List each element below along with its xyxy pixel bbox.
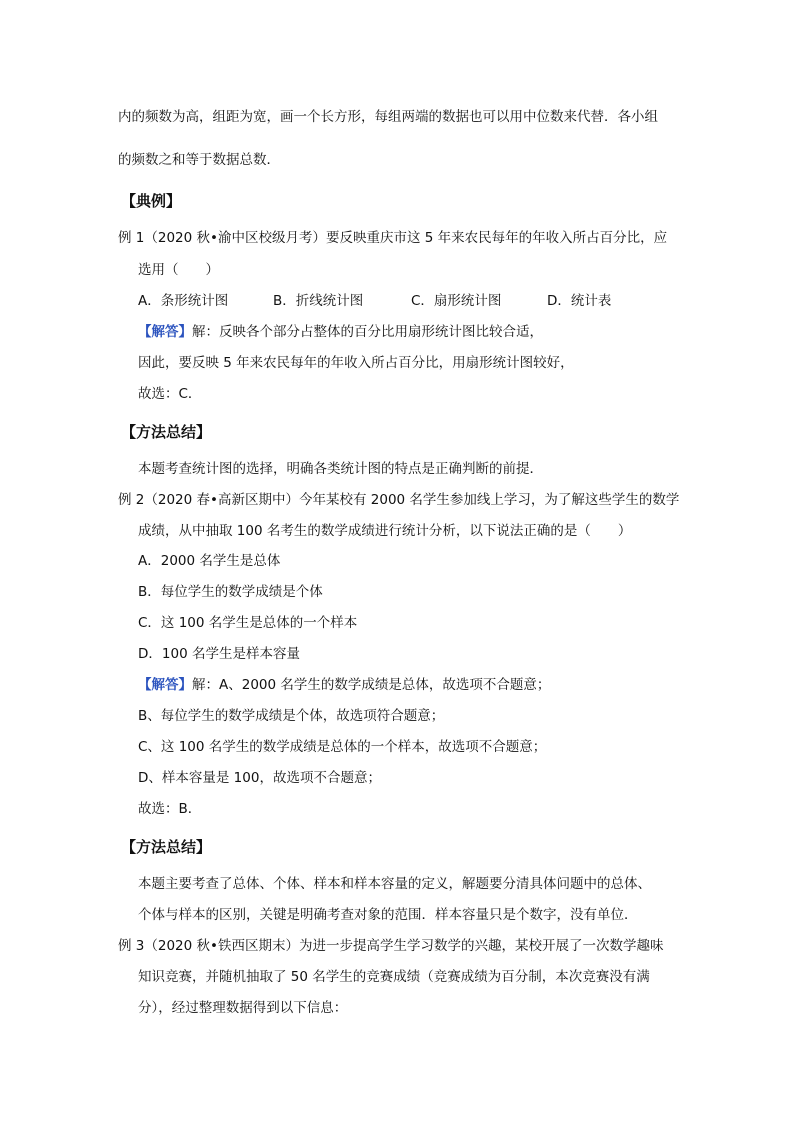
heading-example: 【典例】 [121,192,182,210]
ex2-stem-line-2: 成绩，从中抽取 100 名考生的数学成绩进行统计分析，以下说法正确的是（ ） [138,523,632,539]
ex2-option-c: C．这 100 名学生是总体的一个样本 [138,615,358,631]
ex1-answer-line-2: 因此，要反映 5 年来农民每年的年收入所占百分比，用扇形统计图较好， [138,355,574,371]
ex1-option-c: C．扇形统计图 [411,293,502,309]
ex2-answer-line-3: C、这 100 名学生的数学成绩是总体的一个样本，故选项不合题意； [138,739,547,755]
ex2-stem-line-1: 例 2（2020 春•高新区期中）今年某校有 2000 名学生参加线上学习，为了解这些学生的数学 [118,492,680,508]
ex2-answer-line-4: D、样本容量是 100，故选项不合题意； [138,770,381,786]
ex2-answer-line-1 [138,676,550,694]
ex1-stem-line-1: 例 1（2020 秋•渝中区校级月考）要反映重庆市这 5 年来农民每年的年收入所占百分比，应 [118,230,668,246]
ex1-stem-line-2: 选用（ ） [138,262,219,278]
ex1-option-a: A．条形统计图 [138,293,229,309]
ex1-answer-text-1: 解：反映各个部分占整体的百分比用扇形统计图比较合适， [192,324,543,340]
heading-method-summary-1: 【方法总结】 [121,423,212,441]
ex3-stem-line-2: 知识竞赛，并随机抽取了 50 名学生的竞赛成绩（竞赛成绩为百分制，本次竞赛没有满 [138,969,650,985]
intro-line-1: 内的频数为高，组距为宽，画一个长方形，每组两端的数据也可以用中位数来代替．各小组 [118,109,658,125]
ex3-stem-line-1: 例 3（2020 秋•铁西区期末）为进一步提高学生学习数学的兴趣，某校开展了一次数学趣味 [118,938,664,954]
ex2-option-d: D．100 名学生是样本容量 [138,646,300,662]
intro-line-2: 的频数之和等于数据总数． [118,152,280,168]
ex2-answer-line-5: 故选：B． [138,801,202,817]
ex1-answer-line-1 [138,323,543,341]
method1-text: 本题考查统计图的选择，明确各类统计图的特点是正确判断的前提． [138,461,543,477]
ex1-option-d: D．统计表 [547,293,612,309]
ex2-answer-tag: 【解答】 [138,677,192,693]
heading-method-summary-2: 【方法总结】 [121,838,212,856]
method2-line-2: 个体与样本的区别，关键是明确考查对象的范围．样本容量只是个数字，没有单位． [138,907,638,923]
ex2-option-b: B．每位学生的数学成绩是个体 [138,584,323,600]
ex1-answer-line-3: 故选：C． [138,386,202,402]
ex2-answer-line-2: B、每位学生的数学成绩是个体，故选项符合题意； [138,708,445,724]
ex3-stem-line-3: 分），经过整理数据得到以下信息： [138,1000,348,1016]
ex1-answer-tag: 【解答】 [138,324,192,340]
method2-line-1: 本题主要考查了总体、个体、样本和样本容量的定义，解题要分清具体问题中的总体、 [138,876,651,892]
ex1-option-b: B．折线统计图 [273,293,364,309]
ex2-option-a: A．2000 名学生是总体 [138,553,281,569]
ex2-answer-text-1: 解：A、2000 名学生的数学成绩是总体，故选项不合题意； [192,677,551,693]
